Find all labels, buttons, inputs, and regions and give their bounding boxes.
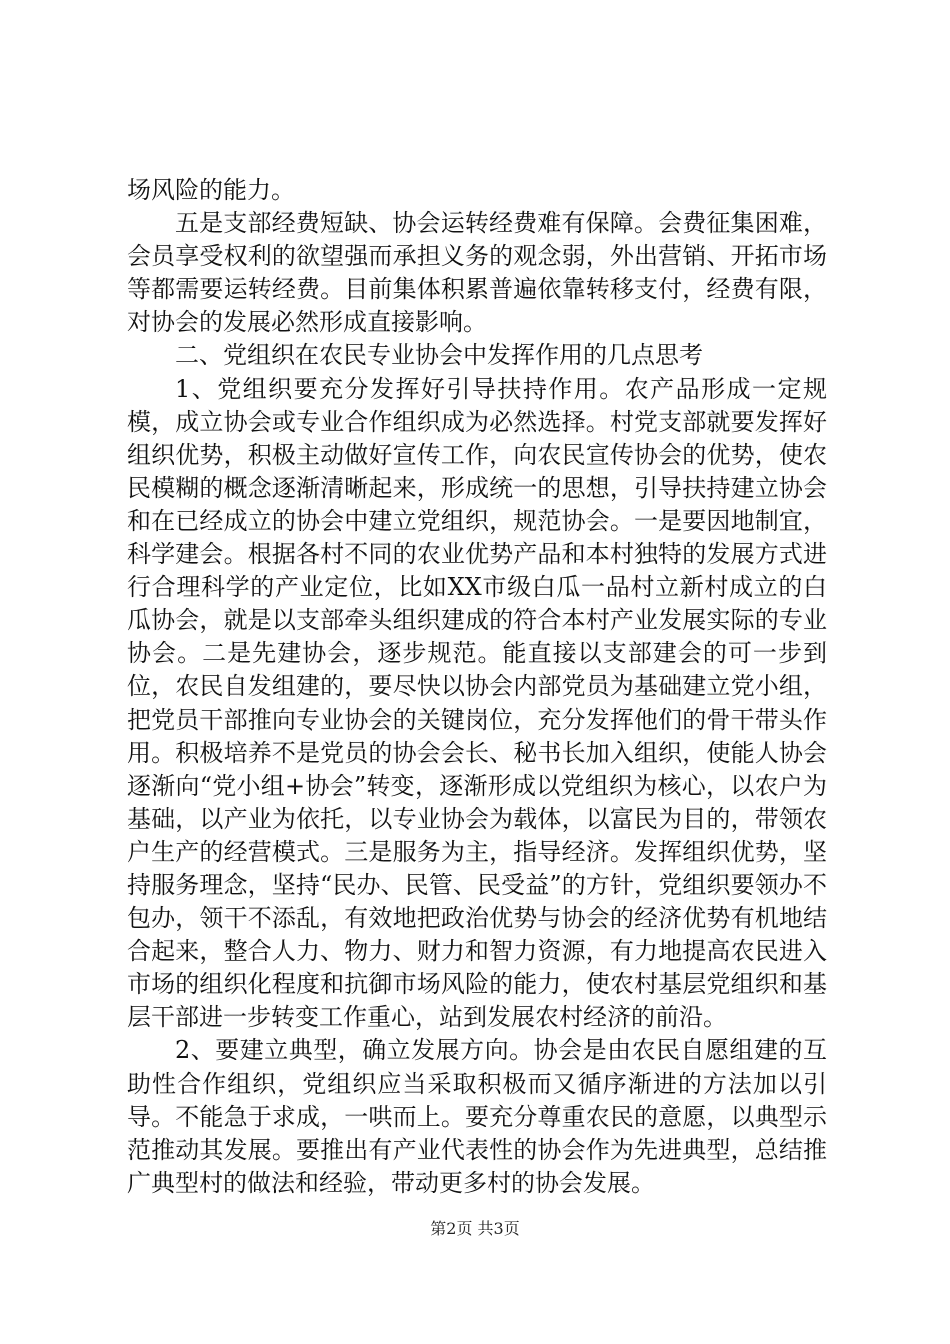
paragraph-continuation: 场风险的能力。 — [127, 176, 295, 204]
section-heading: 二、党组织在农民专业协会中发挥作用的几点思考 — [175, 341, 703, 370]
page-footer: 第2页 共3页 — [430, 1219, 520, 1238]
paragraph-guidance-support: 1、党组织要充分发挥好引导扶持作用。农产品形成一定规模，成立协会或专业合作组织成为必然选择。村党支部就要发挥好组织优势，积极主动做好宣传工作，向农民宣传协会的优势，使农民模糊的概念逐渐清晰起来，形成统一的思想，引导扶持建立协会和在已经成立的协会中建立党组织，规范协会。一是要因地制宜，科学建会。根据各村不同的农业优势产品和本村独特的发展方式进行合理科学的产业定位，比如XX市级白瓜一品村立新村成立的白瓜协会，就是以支部牵头组织建成的符合本村产业发展实际的专业协会。二是先建协会，逐步规范。能直接以支部建会的可一步到位，农民自发组建的，要尽快以协会内部党员为基础建立党小组，把党员干部推向专业协会的关键岗位，充分发挥他们的骨干带头作用。积极培养不是党员的协会会长、秘书长加入组织，使能人协会逐渐向“党小组+协会”转变，逐渐形成以党组织为核心，以农户为基础，以产业为依托，以专业协会为载体，以富民为目的，带领农户生产的经营模式。三是服务为主，指导经济。发挥组织优势，坚持服务理念，坚持“民办、民管、民受益”的方针，党组织要领办不包办，领干不添乱，有效地把政治优势与协会的经济优势有机地结合起来，整合人力、物力、财力和智力资源，有力地提高农民进入市场的组织化程度和抗御市场风险的能力，使农村基层党组织和基层干部进一步转变工作重心，站到发展农村经济的前沿。 — [127, 374, 827, 1032]
document-body — [127, 174, 827, 1200]
paragraph-funding-shortage: 五是支部经费短缺、协会运转经费难有保障。会费征集困难，会员享受权利的欲望强而承担义务的观念弱，外出营销、开拓市场等都需要运转经费。目前集体积累普遍依靠转移支付，经费有限，对协会的发展必然形成直接影响。 — [127, 209, 827, 337]
paragraph-establish-model: 2、要建立典型，确立发展方向。协会是由农民自愿组建的互助性合作组织，党组织应当采取积极而又循序渐进的方法加以引导。不能急于求成，一哄而上。要充分尊重农民的意愿，以典型示范推动其发展。要推出有产业代表性的协会作为先进典型，总结推广典型村的做法和经验，带动更多村的协会发展。 — [127, 1036, 827, 1197]
